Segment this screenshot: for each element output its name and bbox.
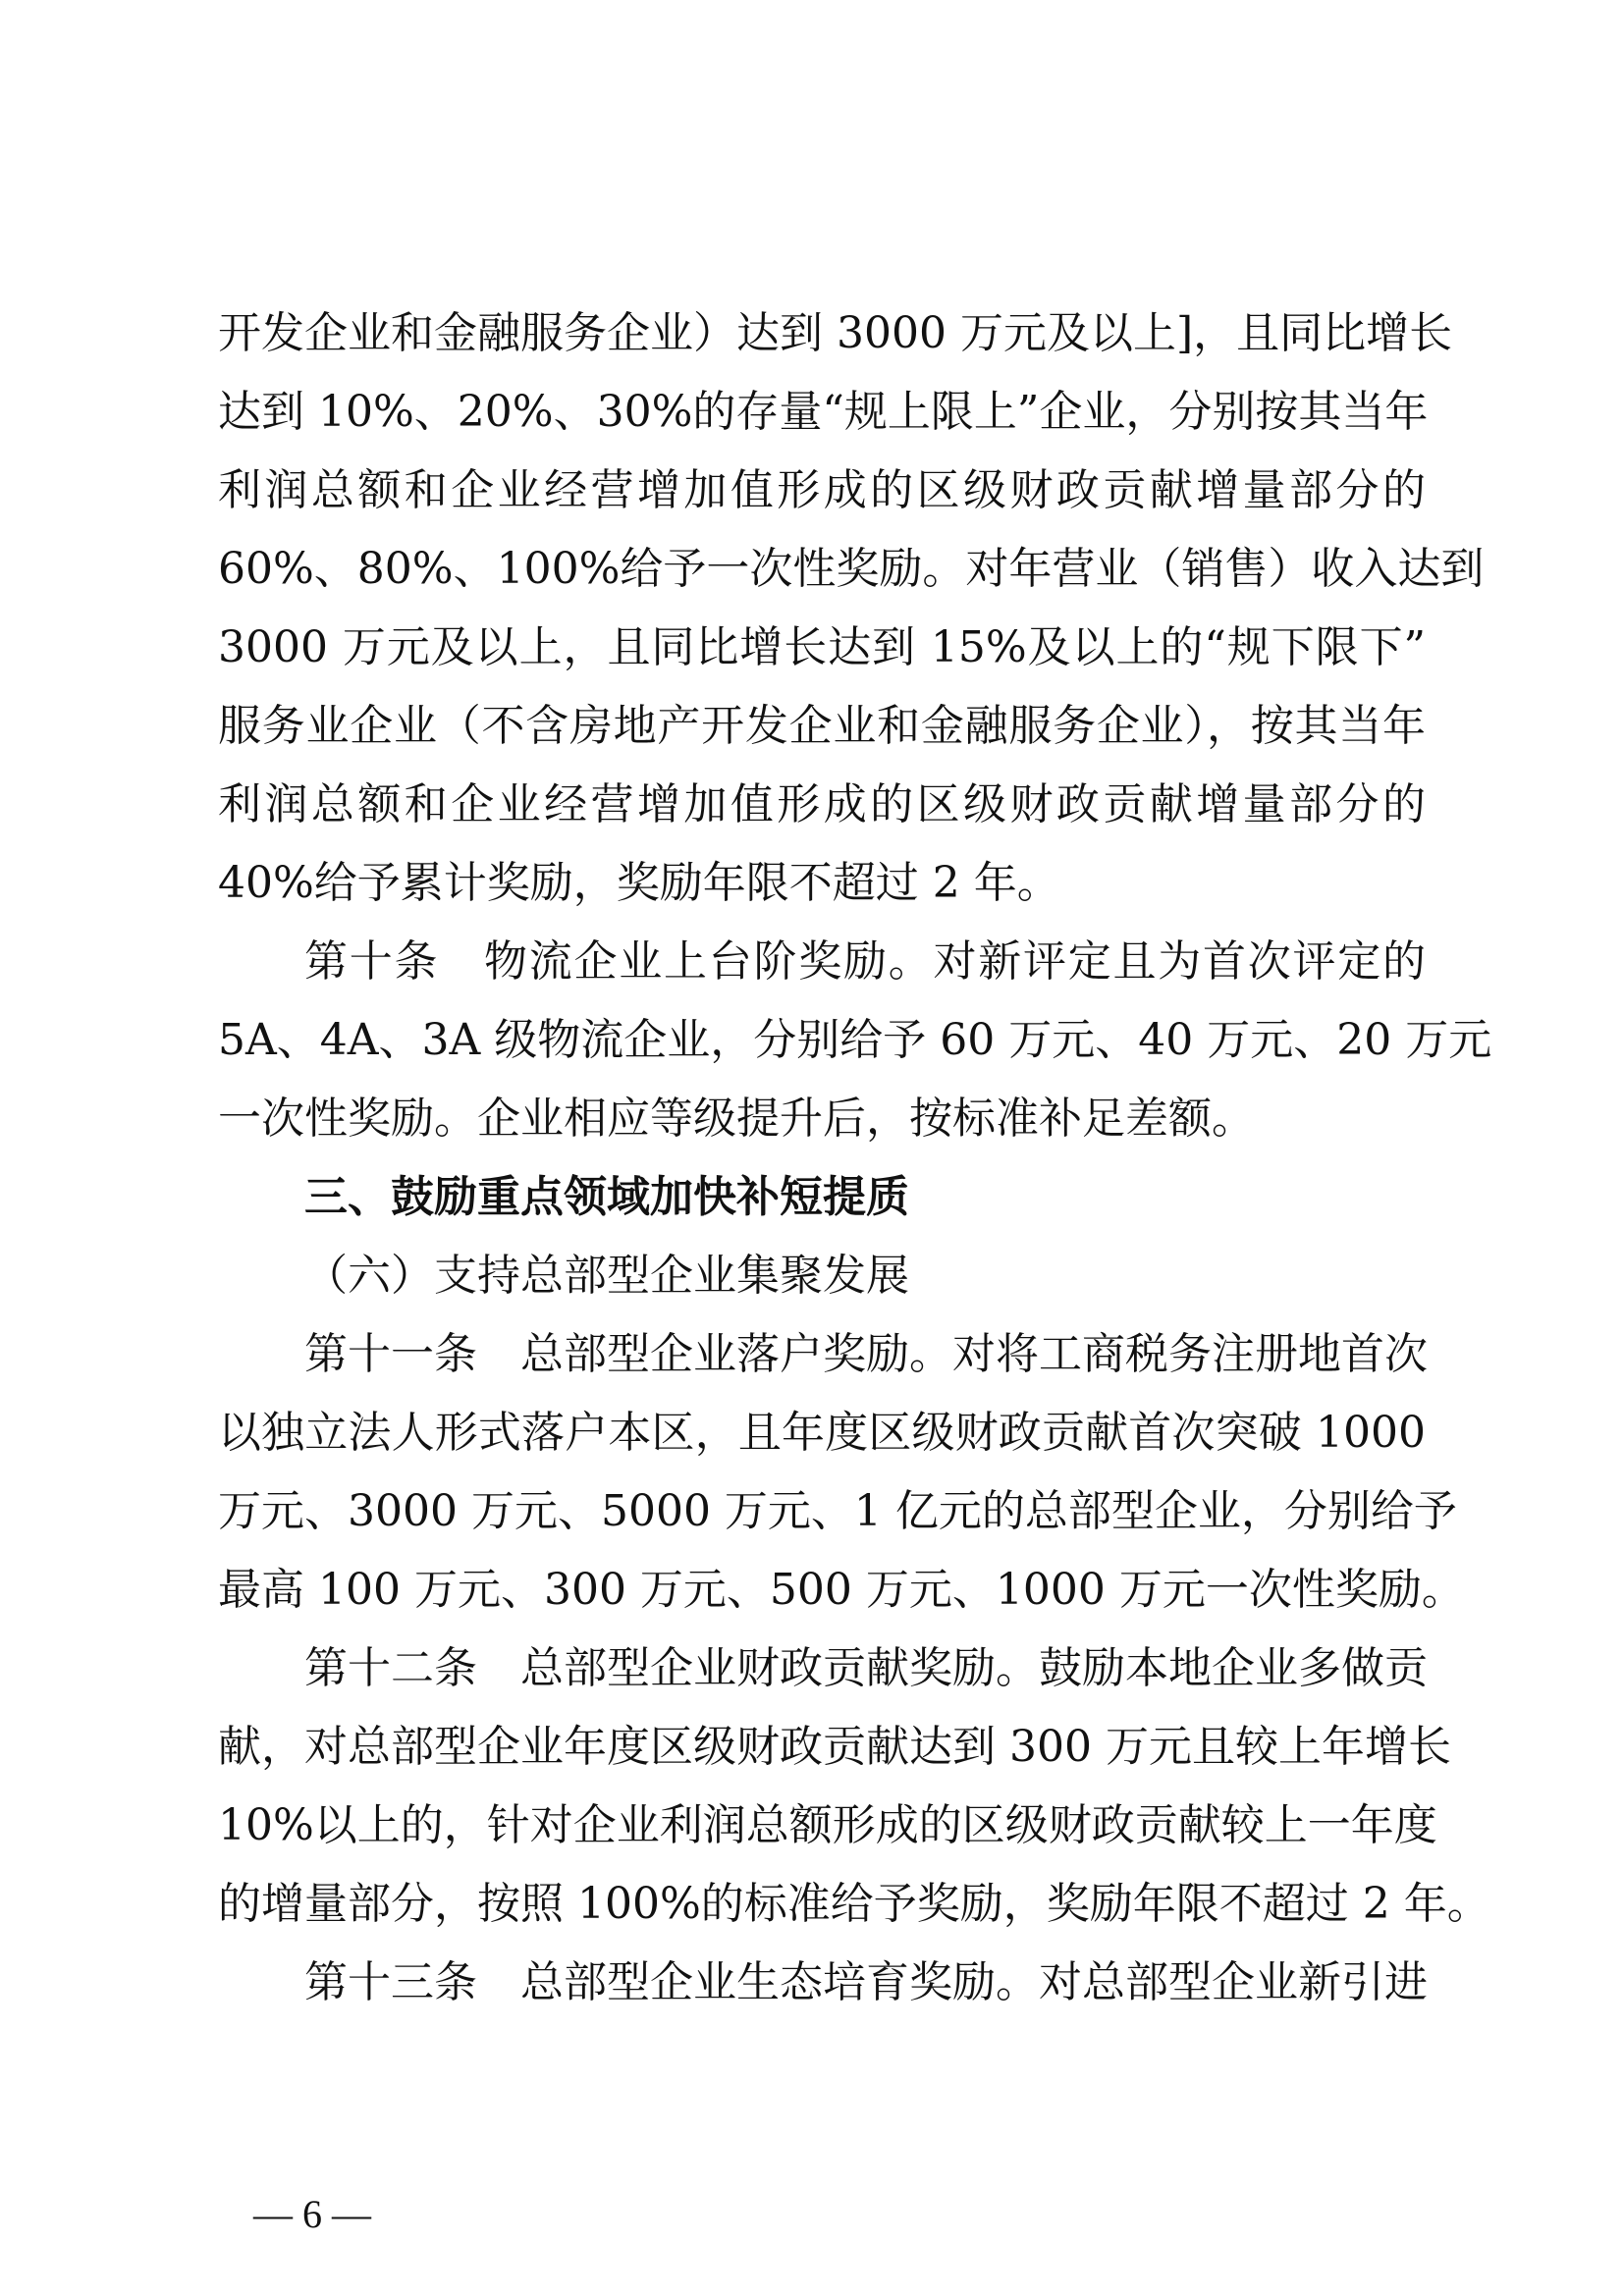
article-12-line: 第十二条 总部型企业财政贡献奖励。鼓励本地企业多做贡 [304, 1643, 1428, 1693]
page-number: — 6 — [253, 2192, 371, 2236]
text-line: 一次性奖励。企业相应等级提升后，按标准补足差额。 [218, 1094, 1255, 1144]
text-line: 的增量部分，按照 100%的标准给予奖励，奖励年限不超过 2 年。 [218, 1879, 1490, 1929]
body-text [218, 294, 1492, 2022]
text-line: 献，对总部型企业年度区级财政贡献达到 300 万元且较上年增长 [218, 1722, 1451, 1772]
text-line: 万元、3000 万元、5000 万元、1 亿元的总部型企业，分别给予 [218, 1486, 1457, 1536]
text-line: 60%、80%、100%给予一次性奖励。对年营业（销售）收入达到 [218, 544, 1485, 594]
text-line: 5A、4A、3A 级物流企业，分别给予 60 万元、40 万元、20 万元 [218, 1015, 1492, 1065]
article-10-line: 第十条 物流企业上台阶奖励。对新评定且为首次评定的 [304, 936, 1426, 987]
text-line: 以独立法人形式落户本区，且年度区级财政贡献首次突破 1000 [218, 1408, 1426, 1458]
section-heading: 三、鼓励重点领域加快补短提质 [304, 1172, 909, 1222]
text-line: 利润总额和企业经营增加值形成的区级财政贡献增量部分的 [218, 779, 1426, 829]
text-line: 最高 100 万元、300 万元、500 万元、1000 万元一次性奖励。 [218, 1565, 1465, 1615]
text-line: 开发企业和金融服务企业）达到 3000 万元及以上]，且同比增长 [218, 308, 1453, 358]
text-line: 服务业企业（不含房地产开发企业和金融服务企业），按其当年 [218, 701, 1426, 751]
text-line: 达到 10%、20%、30%的存量“规上限上”企业，分别按其当年 [218, 387, 1429, 437]
text-line: 40%给予累计奖励，奖励年限不超过 2 年。 [218, 858, 1060, 908]
text-line: 3000 万元及以上，且同比增长达到 15%及以上的“规下限下” [218, 622, 1426, 672]
article-11-line: 第十一条 总部型企业落户奖励。对将工商税务注册地首次 [304, 1329, 1428, 1379]
article-13-line: 第十三条 总部型企业生态培育奖励。对总部型企业新引进 [304, 1957, 1428, 2007]
text-line: 利润总额和企业经营增加值形成的区级财政贡献增量部分的 [218, 465, 1426, 515]
text-line: 10%以上的，针对企业利润总额形成的区级财政贡献较上一年度 [218, 1800, 1437, 1850]
subsection-heading: （六）支持总部型企业集聚发展 [304, 1251, 909, 1301]
